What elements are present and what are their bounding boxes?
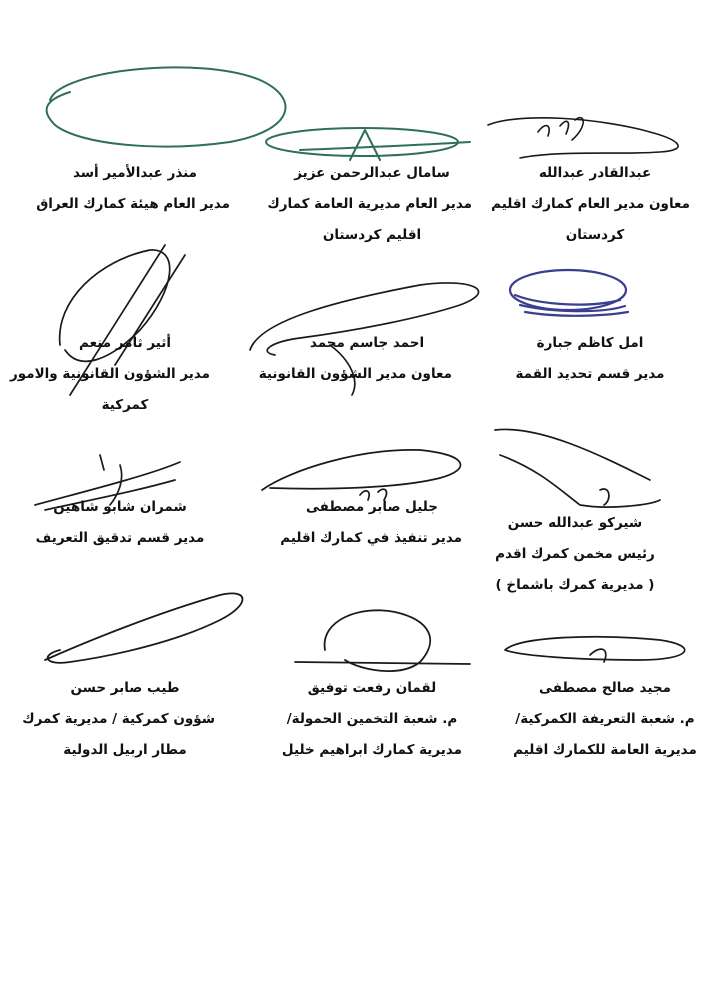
signatory-block: [510, 328, 670, 390]
signatory-block: [490, 508, 660, 601]
signatory-title: مديرية العامة للكمارك اقليم: [513, 742, 697, 758]
signatory-title: مديرية كمارك ابراهيم خليل: [281, 742, 462, 758]
signature-sig-7: [495, 429, 660, 507]
signatory-title: مدير تنفيذ في كمارك اقليم: [280, 530, 462, 546]
signatory-block: [505, 673, 705, 766]
signatory-block: [491, 158, 690, 251]
signatory-title: كردستان: [565, 227, 625, 243]
signatory-title: م. شعبة التخمين الحمولة/: [286, 711, 458, 727]
signatory-name: احمد جاسم محمد: [309, 335, 425, 351]
signature-sig-10: [505, 637, 685, 662]
signatory-name: سامال عبدالرحمن عزيز: [294, 165, 450, 181]
signatory-block: [10, 328, 210, 421]
signatory-name: أثير ثامر منعم: [79, 335, 171, 351]
signatory-block: [258, 328, 452, 390]
signatory-name: جليل صابر مصطفى: [306, 499, 438, 515]
signatory-title: كمركية: [101, 397, 149, 413]
signature-sig-12: [45, 593, 243, 662]
signatory-name: منذر عبدالأمير أسد: [72, 165, 198, 181]
signatory-title: ( مديرية كمرك باشماخ ): [495, 577, 655, 593]
signatory-name: مجيد صالح مصطفى: [539, 680, 671, 696]
signatory-title: اقليم كردستان: [322, 227, 422, 243]
signature-sig-2: [266, 128, 470, 160]
signatory-block: [282, 492, 462, 554]
signatory-name: عبدالقادر عبدالله: [538, 165, 652, 181]
signatory-title: شؤون كمركية / مديرية كمرك: [22, 711, 215, 727]
signatory-title: مدير قسم تحديد القمة: [515, 366, 665, 382]
signatory-title: مدير الشؤون القانونية والامور: [10, 366, 210, 382]
signature-sig-11: [295, 610, 470, 671]
signature-sig-4: [510, 270, 628, 316]
signatory-title: مطار اربيل الدولية: [63, 742, 187, 758]
signatory-name: لقمان رفعت توفيق: [307, 680, 437, 696]
signatory-block: [267, 158, 472, 251]
signatory-block: [36, 158, 230, 220]
signatory-block: [22, 673, 215, 766]
signatory-title: م. شعبة التعريفة الكمركية/: [515, 711, 695, 727]
signatory-block: [35, 492, 205, 554]
signatory-title: معاون مدير الشؤون القانونية: [258, 366, 452, 382]
signatory-title: معاون مدير العام كمارك اقليم: [491, 196, 690, 212]
signatory-name: طيب صابر حسن: [70, 680, 180, 696]
signatory-title: مدير العام مديرية العامة كمارك: [267, 196, 472, 212]
signatory-title: مدير العام هيئة كمارك العراق: [36, 196, 230, 212]
signatory-title: رئيس مخمن كمرك اقدم: [495, 546, 655, 562]
signatory-name: شيركو عبدالله حسن: [507, 515, 643, 531]
signatory-name: امل كاظم جبارة: [536, 335, 644, 351]
signatory-name: شمران شابو شاهين: [53, 499, 187, 515]
signatory-block: [282, 673, 462, 766]
signatory-title: مدير قسم تدقيق التعريف: [35, 530, 205, 546]
signature-sig-1: [488, 118, 678, 158]
signature-sig-3: [47, 67, 286, 146]
